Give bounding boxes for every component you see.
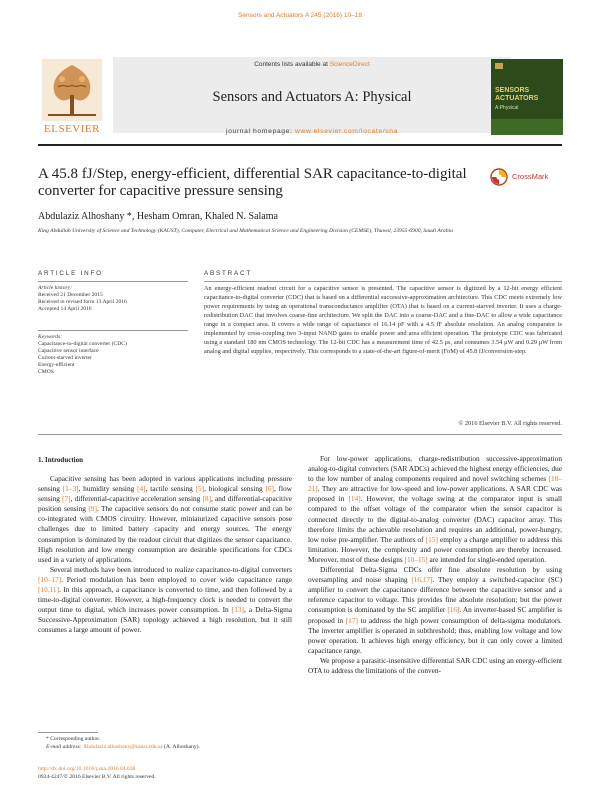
body-text: , biological sensing xyxy=(204,484,266,494)
contents-box xyxy=(113,57,511,133)
citation-link[interactable]: [17] xyxy=(345,615,358,625)
footnote-rule xyxy=(38,732,98,733)
body-text: We propose a parasitic-insensitive differential SAR CDC using an energy-efficient OTA to address the limitations of the conven- xyxy=(308,655,562,675)
journal-header xyxy=(38,55,562,150)
homepage-link[interactable]: www.elsevier.com/locate/sna xyxy=(294,128,399,135)
citation-link[interactable]: [16] xyxy=(447,605,460,615)
cover-band xyxy=(491,119,563,135)
paragraph xyxy=(308,656,562,676)
citation-link[interactable]: [8] xyxy=(202,494,212,504)
crossmark-button[interactable] xyxy=(490,168,562,186)
abstract-copyright: © 2016 Elsevier B.V. All rights reserved. xyxy=(458,420,562,427)
doi-block xyxy=(38,766,298,781)
email-link[interactable]: Abdulaziz.alhoshany@kaust.edu.sa xyxy=(83,743,163,750)
body-text: . An inverter-based SC amplifier is proposed in xyxy=(308,605,562,625)
section-heading-introduction: 1. Introduction xyxy=(38,456,83,464)
journal-homepage xyxy=(113,128,511,135)
citation-link[interactable]: [18–21] xyxy=(308,474,562,494)
body-text: , and differential-capacitive position sensing xyxy=(38,494,292,514)
elsevier-logo xyxy=(38,57,106,135)
affiliation: King Abdullah University of Science and Technology (KAUST), Computer, Electrical and Mathematical Science and Engineering Division (CEMSE), Thuwal, 23955-6900, Saudi Arabia xyxy=(38,228,453,234)
citation-link[interactable]: [1–3] xyxy=(62,484,79,494)
email-suffix: (A. Alhoshany). xyxy=(162,743,200,750)
cover-title-line1: SENSORS xyxy=(495,87,530,94)
email-label: E-mail address: xyxy=(46,743,84,750)
keyword-item: Capacitive sensor interface xyxy=(38,348,99,354)
abstract-bottom-rule xyxy=(38,434,562,435)
journal-title: Sensors and Actuators A: Physical xyxy=(212,89,412,105)
keywords-heading: Keywords: xyxy=(38,334,63,340)
journal-cover-image xyxy=(491,59,563,135)
footnote xyxy=(38,736,298,751)
body-text: employ a charge amplifier to address this limitation. However, the complexity and power consumption are thereby increased. Moreover, most of these designs xyxy=(308,534,562,564)
body-text: , differential-capacitive acceleration sensing xyxy=(70,494,203,504)
keyword-item: Energy-efficient xyxy=(38,362,75,368)
history-received: Received 21 December 2015 xyxy=(38,292,103,298)
paragraph xyxy=(38,474,292,565)
crossmark-icon xyxy=(490,168,508,186)
sciencedirect-link[interactable]: ScienceDirect xyxy=(329,61,370,68)
doi-link[interactable]: http://dx.doi.org/10.1016/j.sna.2016.04.038 xyxy=(38,766,136,772)
body-text: Capacitive sensing has been adopted in various applications including pressure sensing xyxy=(38,474,292,494)
article-title: A 45.8 fJ/Step, energy-efficient, differential SAR capacitance-to-digital converter for capacitive pressure sensing xyxy=(38,166,467,199)
keyword-item: Capacitance-to-digital converter (CDC) xyxy=(38,341,127,347)
homepage-prefix: journal homepage: xyxy=(225,128,295,135)
journal-reference[interactable]: Sensors and Actuators A 245 (2016) 10–18 xyxy=(238,12,362,19)
keyword-item: Current-starved inverter xyxy=(38,355,92,361)
header-rule xyxy=(38,144,562,146)
citation-link[interactable]: [6] xyxy=(265,484,274,494)
cover-badge xyxy=(495,63,503,69)
history-accepted: Accepted 14 April 2016 xyxy=(38,306,92,312)
body-text: . In this approach, a capacitance is converted to time, and then followed by a time-to-digital converter. However, a high-frequency clock is needed to convert the output time to digital, which increases power consumption. In xyxy=(38,585,292,615)
body-text: , flow sensing xyxy=(38,484,293,504)
cover-title-line2: ACTUATORS xyxy=(495,95,539,102)
cover-subtitle: A:Physical xyxy=(495,105,519,111)
history-heading: Article history: xyxy=(38,285,73,291)
keywords-rule xyxy=(38,330,188,331)
contents-prefix: Contents lists available at xyxy=(254,61,330,68)
body-column-left xyxy=(38,474,292,636)
citation-link[interactable]: [15] xyxy=(425,534,438,544)
abstract-heading: ABSTRACT xyxy=(204,270,252,277)
body-text: are intended for single-ended operation. xyxy=(427,554,547,564)
body-text: . Period modulation has been employed to cover wide capacitance range xyxy=(61,574,292,584)
body-text: . The capacitive sensors do not consume static power and can be co-integrated with CMOS circuitry. However, miniaturized capacitive sensors pose challenges due to limited battery capacity and energy sources. The energy consumption is dominated by the readout circuit that digitizes the sensor capacitance. High resolution and low energy consumption are desirable specifications for CDCs used in a variety of applications. xyxy=(38,504,292,564)
corresponding-author: * Corresponding author. xyxy=(46,736,101,742)
article-history xyxy=(38,285,188,313)
crossmark-label: CrossMark xyxy=(512,172,549,181)
keyword-item: CMOS xyxy=(38,369,54,375)
issn-line: 0924-4247/© 2016 Elsevier B.V. All rights reserved. xyxy=(38,773,156,780)
paragraph xyxy=(308,454,562,565)
abstract-text: An energy-efficient readout circuit for a capacitive sensor is presented. The capacitive sensor is digitized by a 12-bit energy efficient capacitance-to-digital converter (CDC) that is based on a differential successive-approximation architecture. This CDC meets extremely low power requirements by using an operational transconductance amplifier (OTA) that is based on a current-starved inverter. It uses a charge-redistribution DAC that involves coarse-fine architecture. We split the DAC into a coarse-DAC and a fine-DAC to allow a wide capacitance range in a compact area. It covers a wide range of capacitance of 16.14 pF with a 4.5 fF absolute resolution. An analog comparator is implemented by cross-coupling two 3-input NAND gates to enable power and area efficient operation. The prototype CDC was fabricated using a standard 180 nm CMOS technology. The 12-bit CDC has a measurement time of 42.5 μs, and consumes 3.54 μW and 0.29 μW from analog and digital supplies, respectively. This corresponds to a state-of-the-art figure-of-merit (FoM) of 45.8 fJ/conversion-step. xyxy=(204,285,562,356)
body-text: to address the high power consumption of delta-sigma modulators. The inverter amplifier is operated in subthreshold; thus, enabling low voltage and low power operation. It achieves high energy efficiency, but it can only cover a limited capacitance range. xyxy=(308,615,563,655)
citation-link[interactable]: [16,17] xyxy=(411,575,433,585)
paragraph xyxy=(38,565,292,636)
body-text: Differential Delta-Sigma CDCs offer fine absolute resolution by using oversampling and noise shaping xyxy=(308,565,562,585)
email-line xyxy=(38,744,298,752)
citation-link[interactable]: [10,11] xyxy=(38,585,60,595)
elsevier-wordmark: ELSEVIER xyxy=(44,123,100,135)
citation-link[interactable]: [10–17] xyxy=(38,574,62,584)
body-text: , a Delta-Sigma Successive-Approximation (SAR) topology achieved a high resolution, but it still consumes a large amount of power. xyxy=(38,605,293,635)
citation-link[interactable]: [10–15] xyxy=(404,554,428,564)
citation-link[interactable]: [9] xyxy=(88,504,97,514)
history-revised: Received in revised form 13 April 2016 xyxy=(38,299,127,305)
body-text: . However, the voltage swing at the comparator input is small compared to the offset voltage of the comparator when the sensor capacitor is connected directly to the digital-to-analog converter (DAC) capacitor array. This therefore limits the achievable resolution and requires an additional, power-hungry, low noise pre-amplifier. The authors of xyxy=(308,494,563,544)
citation-link[interactable]: [14] xyxy=(348,494,361,504)
body-text: , humidity sensing xyxy=(78,484,138,494)
article-info-rule xyxy=(38,281,188,282)
body-text: . They are attractive for low-speed and low-power applications. A SAR CDC was proposed in xyxy=(308,484,562,504)
contents-line xyxy=(113,61,511,68)
abstract-rule xyxy=(204,281,562,282)
author-list: Abdulaziz Alhoshany *, Hesham Omran, Khaled N. Salama xyxy=(38,211,278,222)
paragraph xyxy=(308,565,562,656)
citation-link[interactable]: [7] xyxy=(62,494,71,504)
citation-link[interactable]: [4] xyxy=(137,484,146,494)
body-text: , tactile sensing xyxy=(145,484,196,494)
body-text: Several methods have been introduced to realize capacitance-to-digital converters xyxy=(50,564,292,574)
body-column-right xyxy=(308,454,562,676)
citation-link[interactable]: [5] xyxy=(195,484,205,494)
article-info-heading: ARTICLE INFO xyxy=(38,270,103,277)
citation-link[interactable]: [13] xyxy=(231,605,244,615)
body-text: For low-power applications, charge-redistribution successive-approximation analog-to-digital converters (SAR ADCs) achieved the highest energy efficiencies, due to the low number of analog components required and novel switching schemes xyxy=(308,454,562,484)
body-text: . They employ a switched-capacitor (SC) amplifier to convert the capacitance difference between the capacitive sensor and a reference capacitor to voltage. This provides fine absolute resolution; but the power consumption is dominated by the SC amplifier xyxy=(308,575,563,615)
keywords-block xyxy=(38,334,188,376)
